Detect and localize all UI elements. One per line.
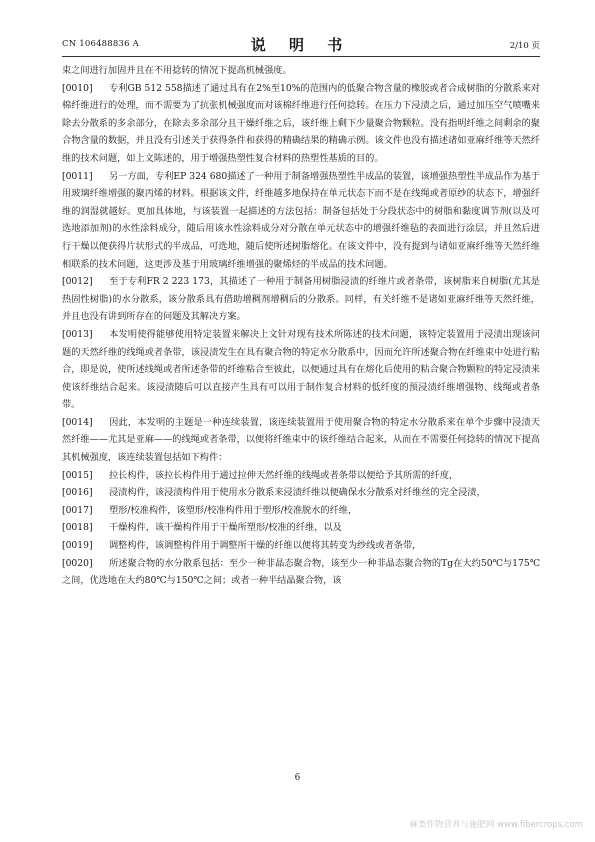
paragraph-number: [0014] [62,416,93,428]
paragraph-text: 浸渍构件，该浸渍构件用于使用水分散系来浸渍纤维以便确保水分散系对纤维丝的完全浸渍， [109,487,486,499]
paragraph-0015 [62,467,540,485]
paragraph-0011 [62,168,540,274]
paragraph-number: [0012] [62,276,93,288]
paragraph-text: 束之间进行加固并且在不用捻转的情况下提高机械强度。 [62,65,292,76]
paragraph-number: [0010] [62,82,93,94]
paragraph-0018 [62,519,540,537]
paragraph-number: [0017] [62,504,93,516]
paragraph-text: 塑形/校准构件，该塑形/校准构件用于塑形/校准脱水的纤维， [109,504,358,516]
paragraph-number: [0016] [62,487,93,499]
paragraph-continuation [62,62,540,80]
page-indicator: 2/10 页 [509,41,540,51]
paragraph-0016 [62,484,540,502]
paragraph-number: [0019] [62,540,93,552]
paragraph-0013 [62,326,540,414]
paragraph-text: 拉长构件，该拉长构件用于通过拉伸天然纤维的线绳或者条带以便给予其所需的纤度， [109,469,459,481]
page-header [62,34,540,54]
paragraph-text: 所述聚合物的水分散系包括：至少一种非晶态聚合物，该至少一种非晶态聚合物的Tg在大约50℃与175℃之间，优选地在大约80℃与150℃之间；或者一种半结晶聚合物，该 [62,557,540,587]
document-title: 说 明 书 [250,36,352,54]
document-body [62,62,540,590]
paragraph-text: 调整构件，该调整构件用于调整所干燥的纤维以便将其转变为纱线或者条带， [109,540,422,552]
header-divider [62,56,540,57]
paragraph-text: 干燥构件，该干燥构件用于干燥所塑形/校准的纤维，以及 [109,522,342,534]
paragraph-text: 至于专利FR 2 223 173，其描述了一种用于制备用树脂浸渍的纤维片或者条带，该树脂来自树脂(尤其是热固性树脂)的水分散系，该分散系具有借助增稠剂增稠后的分散系。同样，有关纤维不是诸如亚麻纤维等天然纤维，并且也没有讲到所存在的问题及其解决方案。 [62,276,540,323]
paragraph-0019 [62,537,540,555]
paragraph-number: [0018] [62,522,93,534]
paragraph-0010 [62,80,540,168]
patent-number: CN 106488836 A [62,39,139,49]
watermark: 麻类作物营养与施肥网 www.fibercrops.com [409,820,583,830]
paragraph-number: [0013] [62,328,93,340]
paragraph-0017 [62,502,540,520]
paragraph-0020 [62,555,540,590]
paragraph-number: [0020] [62,557,93,569]
paragraph-text: 专利GB 512 558描述了通过具有在2%至10%的范围内的低聚合物含量的橡胶或者合成树脂的分散系来对棉纤维进行的处理，而不需要为了抗张机械强度而对该棉纤维进行任何捻转。在压力下浸渍之后，通过加压空气喷嘴来除去分散系的多余部分，在除去多余部分且干燥纤维之后，该纤维上剩下少量聚合物颗粒。没有指明纤维之间剩余的聚合物含量的数据，并且没有引述关于获得条件和获得的精确结果的精确示例。该文件也没有描述诸如亚麻纤维等天然纤维的技术问题，如上文陈述的，用于增强热塑性复合材料的热塑性基质的目的。 [62,82,540,164]
paragraph-text: 因此，本发明的主题是一种连续装置，该连续装置用于使用聚合物的特定水分散系来在单个步骤中浸渍天然纤维——尤其是亚麻——的线绳或者条带，以便将纤维束中的该纤维结合起来，从而在不需要任何捻转的情况下提高其机械强度，该连续装置包括如下构件： [62,416,540,464]
paragraph-number: [0015] [62,469,93,481]
paragraph-text: 另一方面，专利EP 324 680描述了一种用于制备增强热塑性半成品的装置，该增强热塑性半成品作为基于用玻璃纤维增强的聚丙烯的材料。根据该文件，纤维越多地保持在单元状态下而不是在线绳或者原纱的状态下，增强纤维的润湿就越好。更加具体地，与该装置一起描述的方法包括：制备包括处于分段状态中的树脂和黏度调节剂(以及可选地添加剂)的水性涂料成分，随后用该水性涂料成分对分散在单元状态中的增强纤维毡的表面进行涂层，并且然后进行干燥以便获得片状形式的半成品，可选地，随后使所述树脂熔化。在该文件中，没有提到与诸如亚麻纤维等天然纤维相联系的技术问题，这更涉及基于用玻璃纤维增强的聚烯烃的半成品的技术问题。 [62,170,540,270]
paragraph-0012 [62,273,540,326]
paragraph-number: [0011] [62,170,93,182]
paragraph-0014 [62,414,540,467]
paragraph-text: 本发明使得能够使用特定装置来解决上文针对现有技术所陈述的技术问题，该特定装置用于浸渍出现该问题的天然纤维的线绳或者条带，该浸渍发生在具有聚合物的特定水分散系中，因而允许所述聚合物在纤维束中处进行粘合，即是说，使所述线绳或者所述条带的纤维粘合至彼此，以便通过具有在熔化后使用的粘合聚合物颗粒的特定浸渍来使该纤维结合起来。该浸渍随后可以直接产生具有可以用于制作复合材料的低纤度的预浸渍纤维增强物、线绳或者条带。 [62,328,540,411]
page-number: 6 [294,773,301,783]
